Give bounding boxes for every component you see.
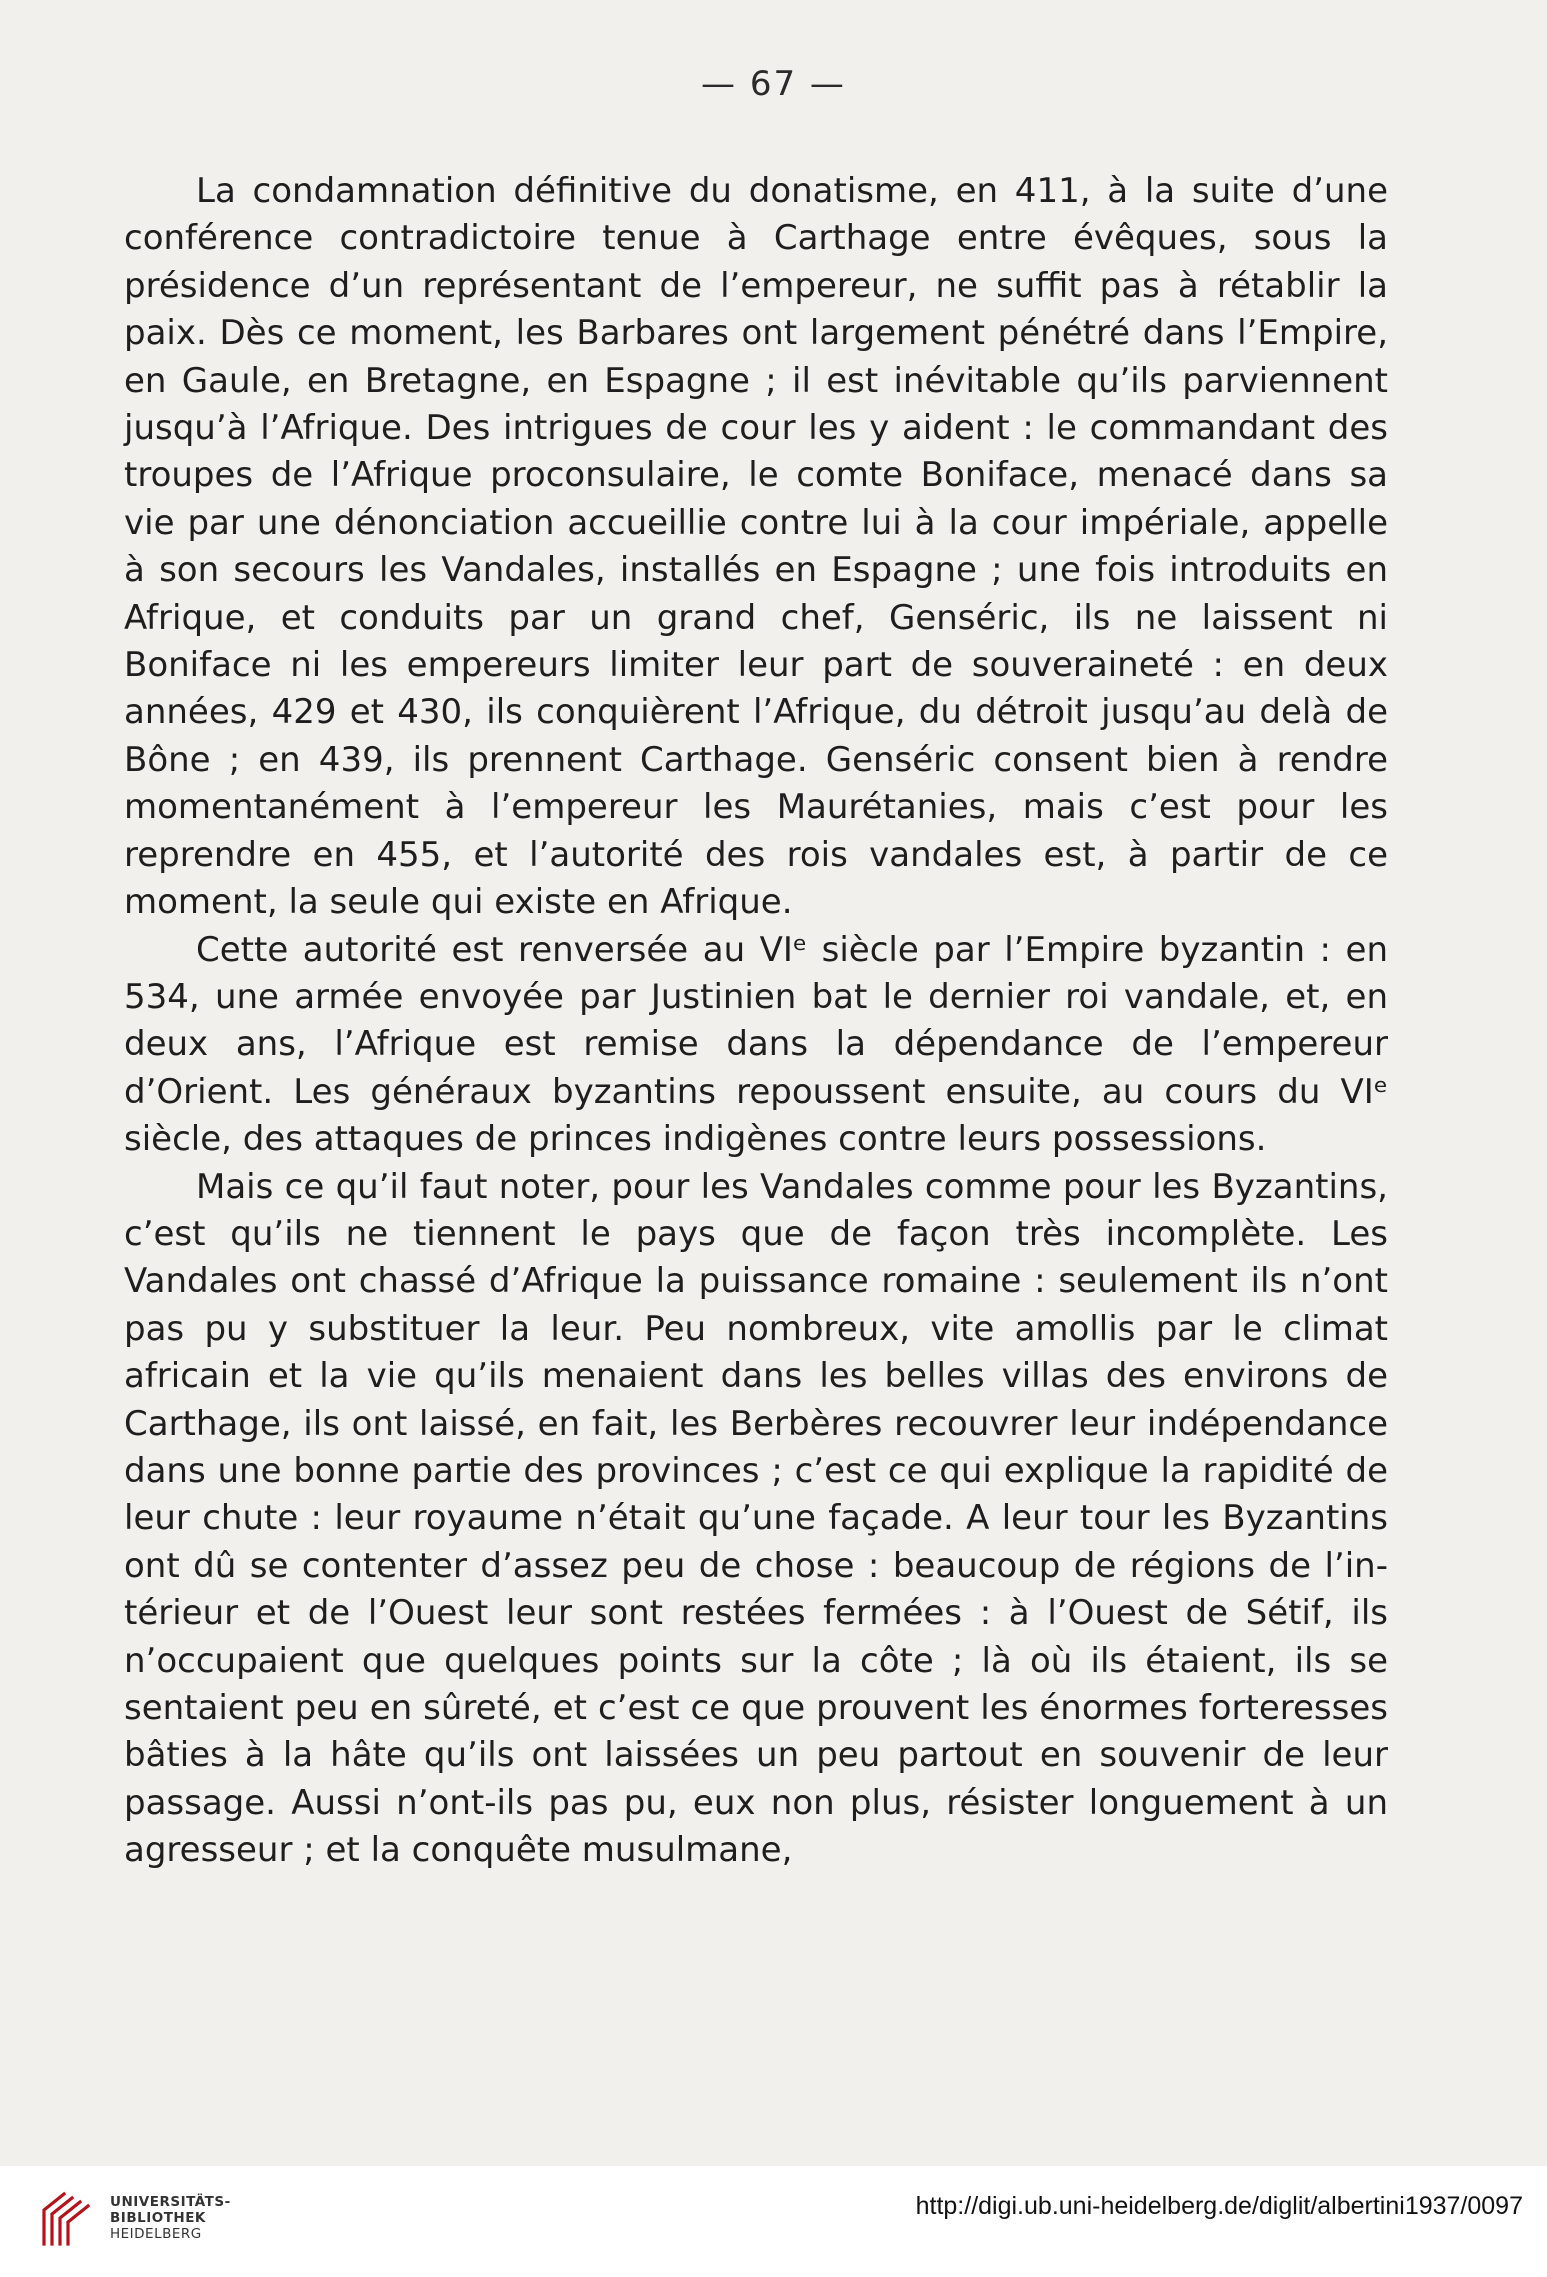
body-text [124,168,1388,1875]
permalink-url[interactable]: http://digi.ub.uni-heidelberg.de/diglit/albertini1937/0097 [915,2192,1523,2220]
page-number: — 67 — [701,64,846,104]
library-name-line: UNIVERSITÄTS- [110,2194,231,2210]
library-name [110,2194,231,2242]
library-name-line: HEIDELBERG [110,2226,202,2242]
paragraph: Mais ce qu’il faut noter, pour les Vandales comme pour les Byzantins, c’est qu’ils ne tiennent le pays que de façon très incomplète. Les Vandales ont chassé d’Afrique la puissance romaine : seulement ils n’ont pas pu y substituer la leur. Peu nombreux, vite amollis par le climat africain et la vie qu’ils menaient dans les belles villas des environs de Carthage, ils ont laissé, en fait, les Berbères recouvrer leur indépendance dans une bonne partie des provinces ; c’est ce qui explique la rapidité de leur chute : leur royaume n’était qu’une façade. A leur tour les Byzantins ont dû se contenter d’assez peu de chose : beaucoup de régions de l’intérieur et de l’Ouest leur sont restées fermées : à l’Ouest de Sétif, ils n’occupaient que quelques points sur la côte ; là où ils étaient, ils se sentaient peu en sûreté, et c’est ce que prouvent les énormes forteresses bâties à la hâte qu’ils ont laissées un peu partout en souvenir de leur passage. Aussi n’ont-ils pas pu, eux non plus, résister longuement à un agresseur ; et la conquête musulmane, [124,1166,1388,1871]
footer-bar [0,2166,1547,2277]
paragraph: La condamnation définitive du donatisme, en 411, à la suite d’une conférence contradictoire tenue à Carthage entre évêques, sous la présidence d’un représentant de l’empereur, ne suffit pas à rétablir la paix. Dès ce moment, les Barbares ont largement pénétré dans l’Empire, en Gaule, en Bretagne, en Espagne ; il est inévitable qu’ils parviennent jusqu’à l’Afrique. Des intrigues de cour les y aident : le commandant des troupes de l’Afrique proconsulaire, le comte Boniface, menacé dans sa vie par une dénonciation accueillie contre lui à la cour impériale, appelle à son secours les Vandales, installés en Espagne ; une fois introduits en Afrique, et conduits par un grand chef, Genséric, ils ne laissent ni Boniface ni les empereurs limiter leur part de souveraineté : en deux années, 429 et 430, ils conquièrent l’Afrique, du détroit jusqu’au delà de Bône ; en 439, ils prennent Carthage. Genséric consent bien à rendre momentanément à l’empereur les Maurétanies, mais c’est pour les reprendre en 455, et l’autorité des rois vandales est, à partir de ce moment, la seule qui existe en Afrique. [124,171,1388,923]
library-logo-icon [38,2188,96,2250]
library-name-line: BIBLIOTHEK [110,2210,206,2226]
paragraph: Cette autorité est renversée au VIᵉ siècle par l’Empire byzantin : en 534, une armée envoyée par Justinien bat le dernier roi vandale, et, en deux ans, l’Afrique est remise dans la dépendance de l’empereur d’Orient. Les généraux byzantins repoussent ensuite, au cours du VIᵉ siècle, des attaques de princes indigènes contre leurs possessions. [124,929,1388,1160]
